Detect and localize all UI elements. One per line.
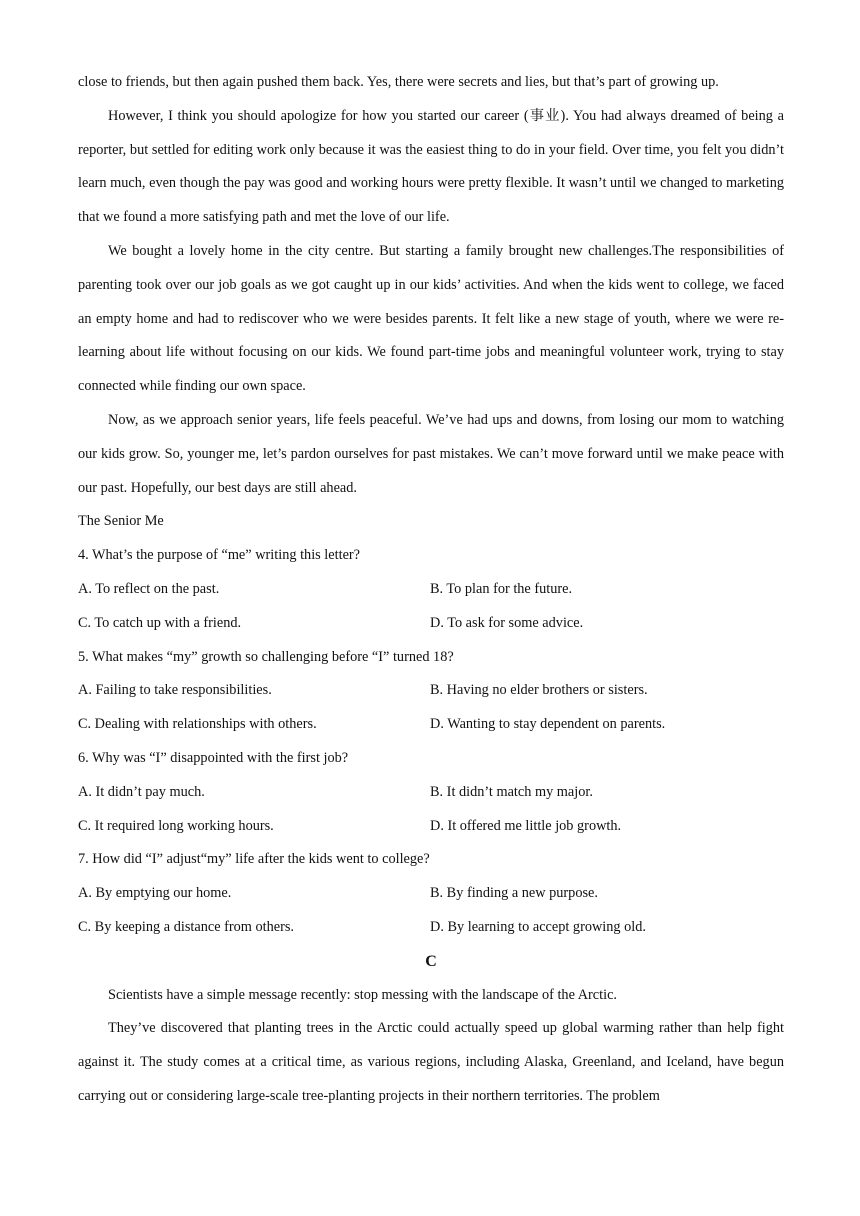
option-d: D. To ask for some advice.	[430, 614, 584, 631]
option-d: D. It offered me little job growth.	[430, 817, 622, 834]
question-7	[78, 843, 784, 944]
passage-b-paragraph-1: close to friends, but then again pushed them back. Yes, there were secrets and lies, but that’s part of growing up.	[78, 74, 719, 90]
question-options	[78, 573, 784, 641]
question-5	[78, 641, 784, 742]
option-b: B. By finding a new purpose.	[430, 885, 598, 902]
option-c: C. To catch up with a friend.	[78, 614, 242, 631]
question-options	[78, 776, 784, 844]
question-stem: 6. Why was “I” disappointed with the first job?	[78, 749, 349, 766]
question-options	[78, 877, 784, 945]
option-b: B. Having no elder brothers or sisters.	[430, 682, 648, 699]
option-d: D. By learning to accept growing old.	[430, 918, 646, 935]
option-a: A. It didn’t pay much.	[78, 783, 205, 800]
section-c-paragraph-1: Scientists have a simple message recently: stop messing with the landscape of the Arctic.	[108, 986, 617, 1003]
question-stem: 5. What makes “my” growth so challenging before “I” turned 18?	[78, 648, 454, 665]
option-c: C. By keeping a distance from others.	[78, 918, 294, 935]
section-c-title: C	[425, 952, 437, 970]
letter-signature: The Senior Me	[78, 513, 164, 530]
section-c-paragraph-2: They’ve discovered that planting trees in the Arctic could actually speed up global warming rather than help fight against it. The study comes at a critical time, as various regions, including Alaska, Greenland, and Iceland, have begun carrying out or considering large-scale tree-planting projects in their northern territories. The problem	[78, 1020, 784, 1104]
passage-b-paragraph-2: However, I think you should apologize for how you started our career (事业). You had always dreamed of being a reporter, but settled for editing work only because it was the easiest thing to do in your field. Over time, you felt you didn’t learn much, even though the pay was good and working hours were pretty flexible. It wasn’t until we changed to marketing that we found a more satisfying path and met the love of our life.	[78, 107, 784, 226]
question-stem: 7. How did “I” adjust“my” life after the kids went to college?	[78, 851, 430, 868]
passage-b-paragraph-4: Now, as we approach senior years, life feels peaceful. We’ve had ups and downs, from losing our mom to watching our kids grow. So, younger me, let’s pardon ourselves for past mistakes. We can’t move forward until we make peace with our past. Hopefully, our best days are still ahead.	[78, 411, 784, 496]
option-d: D. Wanting to stay dependent on parents.	[430, 716, 666, 733]
question-options	[78, 674, 784, 742]
question-4	[78, 539, 784, 640]
question-stem: 4. What’s the purpose of “me” writing this letter?	[78, 547, 361, 564]
option-c: C. Dealing with relationships with others.	[78, 716, 317, 733]
question-6	[78, 742, 784, 843]
passage-b-paragraph-3: We bought a lovely home in the city centre. But starting a family brought new challenges.The responsibilities of parenting took over our job goals as we got caught up in our kids’ activities. And when the kids went to college, we faced an empty home and had to rediscover who we were besides parents. It felt like a new stage of youth, where we were re-learning about life without focusing on our kids. We found part-time jobs and meaningful volunteer work, trying to stay connected while finding our own space.	[78, 242, 784, 395]
option-b: B. To plan for the future.	[430, 580, 573, 597]
text-block	[78, 66, 784, 1114]
option-b: B. It didn’t match my major.	[430, 783, 593, 800]
option-c: C. It required long working hours.	[78, 817, 274, 834]
option-a: A. By emptying our home.	[78, 885, 232, 902]
option-a: A. To reflect on the past.	[78, 580, 220, 597]
option-a: A. Failing to take responsibilities.	[78, 682, 272, 699]
